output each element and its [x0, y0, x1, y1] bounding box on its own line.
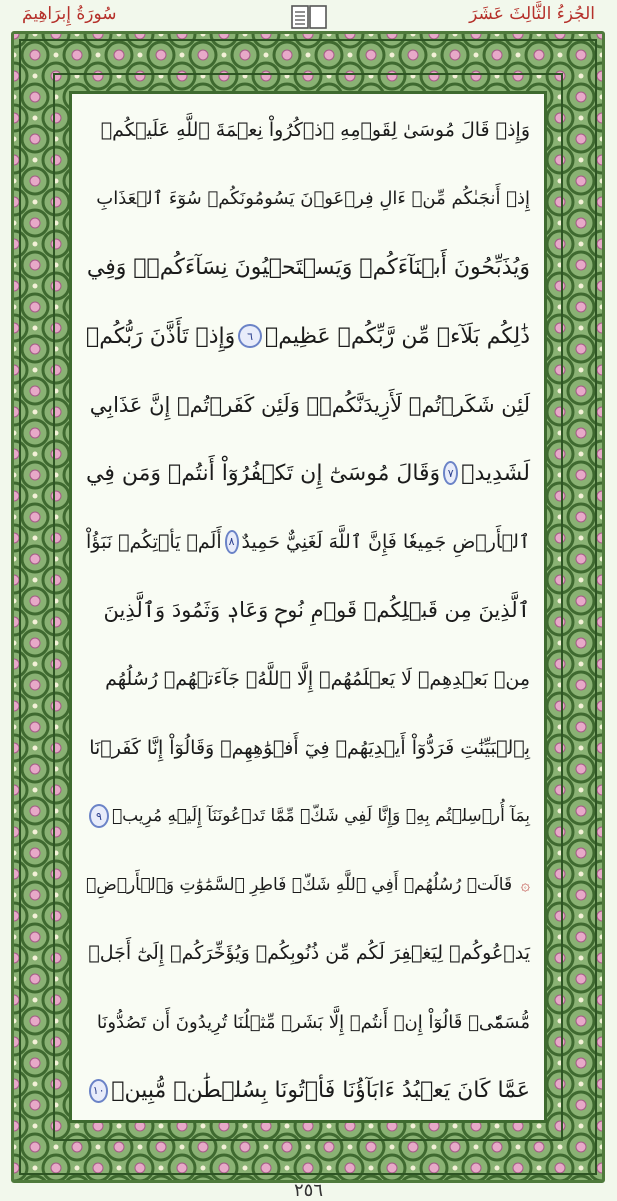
verse-line	[86, 1056, 530, 1125]
juz-name: الجُزءُ الثَّالِثَ عَشَرَ	[469, 4, 595, 24]
ornamental-border	[11, 31, 605, 1183]
ayah-number-marker[interactable]: ٦	[238, 324, 262, 348]
verse-line	[86, 782, 530, 851]
line-text: إِذۡ أَنجَىٰكُم مِّنۡ ءَالِ فِرۡعَوۡنَ يَسُومُونَكُمۡ سُوٓءَ ٱلۡعَذَابِ	[96, 188, 530, 210]
ayah-number-marker[interactable]: ٧	[443, 461, 458, 485]
ayah-number-marker[interactable]: ١٠	[89, 1079, 108, 1103]
line-text: ٱلۡأَرۡضِ جَمِيعٗا فَإِنَّ ٱللَّهَ لَغَنِيٌّ حَمِيدٌ	[241, 530, 530, 553]
page-number: ٢٥٦	[293, 1180, 323, 1201]
verse-line	[86, 851, 530, 920]
verse-line	[86, 919, 530, 988]
verse-line	[86, 233, 530, 302]
line-text: وَيُذَبِّحُونَ أَبۡنَآءَكُمۡ وَيَسۡتَحۡيُونَ نِسَآءَكُمۡۚ وَفِي	[86, 254, 530, 280]
line-text: بِمَآ أُرۡسِلۡتُم بِهِۦ وَإِنَّا لَفِي شَكّٖ مِّمَّا تَدۡعُونَنَآ إِلَيۡهِ مُرِيبٖ	[111, 806, 530, 827]
line-text: بِٱلۡبَيِّنَٰتِ فَرَدُّوٓاْ أَيۡدِيَهُمۡ فِيٓ أَفۡوَٰهِهِمۡ وَقَالُوٓاْ إِنَّا كَفَرۡنَا	[89, 736, 530, 759]
ayah-number-marker[interactable]: ٩	[89, 804, 109, 828]
verse-line	[86, 988, 530, 1057]
verse-line	[86, 439, 530, 508]
line-text: لَئِن شَكَرۡتُمۡ لَأَزِيدَنَّكُمۡۖ وَلَئِن كَفَرۡتُمۡ إِنَّ عَذَابِي	[89, 392, 530, 417]
verse-lines	[86, 94, 530, 1125]
verse-line	[86, 508, 530, 577]
line-text: وَقَالَ مُوسَىٰٓ إِن تَكۡفُرُوٓاْ أَنتُمۡ وَمَن فِي	[86, 460, 441, 486]
verse-line	[86, 302, 530, 371]
line-text: يَدۡعُوكُمۡ لِيَغۡفِرَ لَكُم مِّن ذُنُوبِكُمۡ وَيُؤَخِّرَكُمۡ إِلَىٰٓ أَجَلٖ	[88, 942, 530, 965]
text-area	[69, 91, 547, 1123]
hizb-star-icon: ۞	[520, 875, 530, 895]
verse-line	[86, 576, 530, 645]
verse-line	[86, 96, 530, 165]
line-text: مُّسَمّٗىۚ قَالُوٓاْ إِنۡ أَنتُمۡ إِلَّا بَشَرٞ مِّثۡلُنَا تُرِيدُونَ أَن تَصُدُّونَا	[96, 1011, 530, 1033]
line-text: مِنۢ بَعۡدِهِمۡ لَا يَعۡلَمُهُمۡ إِلَّا ٱللَّهُۚ جَآءَتۡهُمۡ رُسُلُهُم	[105, 668, 530, 691]
line-text: وَإِذۡ تَأَذَّنَ رَبُّكُمۡ	[86, 323, 236, 349]
line-text: ذَٰلِكُم بَلَآءٞ مِّن رَّبِّكُمۡ عَظِيمٞ	[265, 323, 530, 349]
verse-line	[86, 645, 530, 714]
verse-line	[86, 165, 530, 234]
line-text: أَلَمۡ يَأۡتِكُمۡ نَبَؤُاْ	[86, 530, 222, 553]
line-text: لَشَدِيدٞ	[461, 460, 530, 486]
line-text: وَإِذۡ قَالَ مُوسَىٰ لِقَوۡمِهِ ٱذۡكُرُواْ نِعۡمَةَ ٱللَّهِ عَلَيۡكُمۡ	[100, 119, 530, 142]
open-book-icon[interactable]	[290, 3, 328, 31]
line-text: عَمَّا كَانَ يَعۡبُدُ ءَابَآؤُنَا فَأۡتُونَا بِسُلۡطَٰنٖ مُّبِينٖ	[111, 1078, 530, 1104]
verse-line	[86, 713, 530, 782]
ayah-number-marker[interactable]: ٨	[225, 530, 239, 554]
verse-line	[86, 370, 530, 439]
surah-name: سُورَةُ إِبرَاهِيمَ	[22, 4, 117, 24]
line-text: قَالَتۡ رُسُلُهُمۡ أَفِي ٱللَّهِ شَكّٞ فَاطِرِ ٱلسَّمَٰوَٰتِ وَٱلۡأَرۡضِۖ	[86, 874, 513, 895]
line-text: ٱلَّذِينَ مِن قَبۡلِكُمۡ قَوۡمِ نُوحٖ وَعَادٖ وَثَمُودَ وَٱلَّذِينَ	[103, 598, 530, 623]
page-header	[0, 0, 617, 32]
